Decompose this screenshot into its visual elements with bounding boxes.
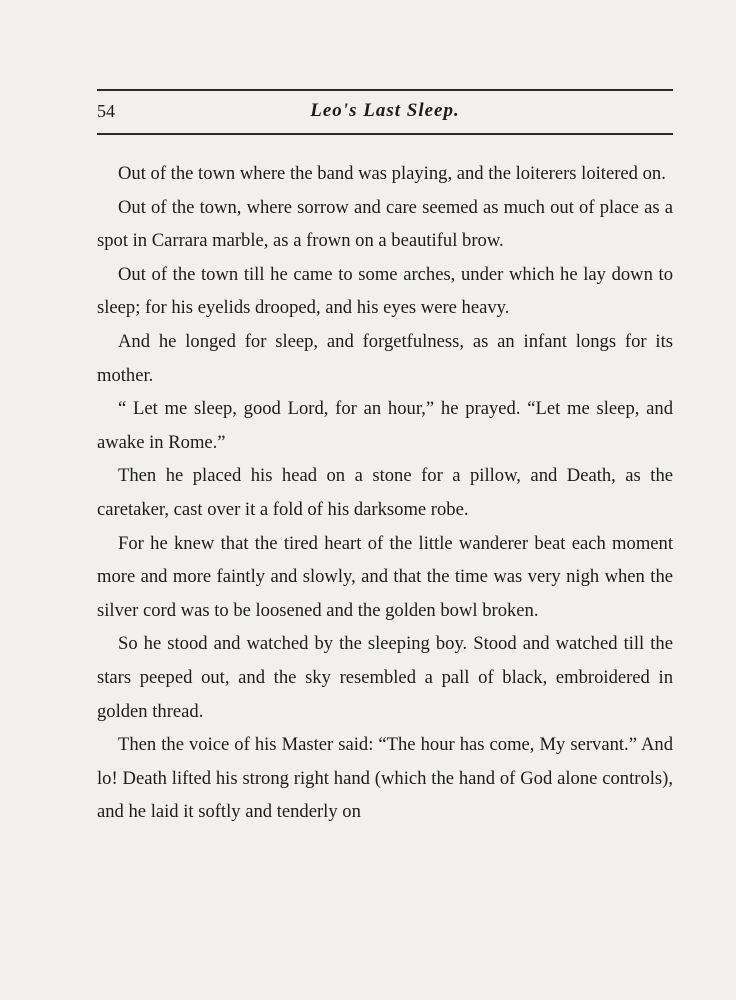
page-header <box>97 100 673 126</box>
paragraph: For he knew that the tired heart of the little wanderer beat each moment more and more faintly and slowly, and that the time was very nigh when the silver cord was to be loosened and the golden bowl broken. <box>97 532 673 621</box>
paragraph: Out of the town till he came to some arches, under which he lay down to sleep; for his eyelids drooped, and his eyes were heavy. <box>97 263 673 319</box>
body-text <box>97 157 673 829</box>
paragraph: And he longed for sleep, and forgetfulness, as an infant longs for its mother. <box>97 330 673 386</box>
page-number: 54 <box>97 101 115 121</box>
paragraph: Out of the town, where sorrow and care seemed as much out of place as a spot in Carrara marble, as a frown on a beautiful brow. <box>97 196 673 252</box>
paragraph: So he stood and watched by the sleeping boy. Stood and watched till the stars peeped out, and the sky resembled a pall of black, embroidered in golden thread. <box>97 633 673 722</box>
paragraph: Out of the town where the band was playing, and the loiterers loitered on. <box>118 163 666 184</box>
paragraph: “ Let me sleep, good Lord, for an hour,” he prayed. “Let me sleep, and awake in Rome.” <box>97 398 673 453</box>
paragraph: Then he placed his head on a stone for a pillow, and Death, as the caretaker, cast over it a fold of his darksome robe. <box>97 465 673 520</box>
paragraph: Then the voice of his Master said: “The hour has come, My servant.” And lo! Death lifted his strong right hand (which the hand of God alone controls), and he laid it softly and tenderly on <box>97 734 673 823</box>
header-bottom-rule <box>97 133 673 135</box>
header-top-rule <box>97 89 673 91</box>
running-title: Leo's Last Sleep. <box>310 100 460 121</box>
